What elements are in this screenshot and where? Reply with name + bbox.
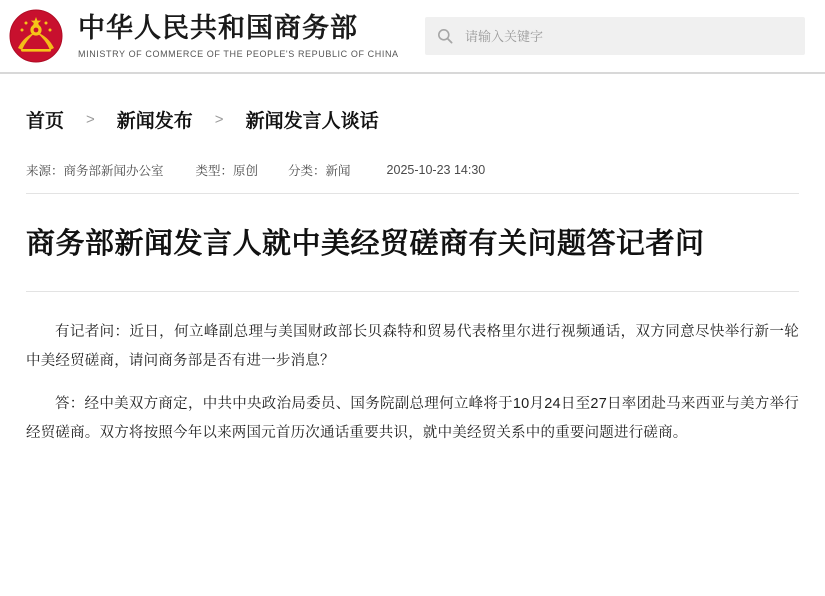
breadcrumb (26, 74, 799, 133)
meta-type: 类型：原创 (195, 164, 259, 178)
search-box[interactable] (425, 17, 805, 55)
site-name-cn: 中华人民共和国商务部 (78, 13, 358, 44)
site-branding (78, 13, 399, 58)
meta-datetime: 2025-10-23 14:30 (386, 163, 486, 177)
breadcrumb-separator: > (86, 111, 95, 128)
page-content (0, 74, 825, 448)
site-name-en: MINISTRY OF COMMERCE OF THE PEOPLE'S REPUBLIC OF CHINA (78, 48, 399, 59)
breadcrumb-item-news-release[interactable]: 新闻发布 (116, 111, 193, 132)
page-title: 商务部新闻发言人就中美经贸磋商有关问题答记者问 (26, 224, 799, 292)
article-paragraph: 有记者问：近日，何立峰副总理与美国财政部长贝森特和贸易代表格里尔进行视频通话，双方同意尽快举行新一轮中美经贸磋商，请问商务部是否有进一步消息？ (26, 324, 799, 370)
article-body (26, 318, 799, 448)
meta-source: 来源：商务部新闻办公室 (26, 164, 164, 178)
search-icon (437, 28, 453, 44)
breadcrumb-item-home[interactable]: 首页 (26, 111, 65, 132)
breadcrumb-item-spokesperson-remarks[interactable]: 新闻发言人谈话 (245, 111, 379, 132)
china-national-emblem-icon (8, 8, 64, 64)
article-meta (26, 161, 799, 194)
meta-category: 分类：新闻 (288, 164, 351, 178)
site-header (0, 0, 825, 74)
breadcrumb-separator: > (214, 111, 224, 128)
article-paragraph: 答：经中美双方商定，中共中央政治局委员、国务院副总理何立峰将于10月24日至27日率团赴马来西亚与美方举行经贸磋商。双方将按照今年以来两国元首历次通话重要共识，就中美经贸关系中的重要问题进行磋商。 (26, 396, 799, 442)
search-input[interactable] (465, 29, 793, 44)
